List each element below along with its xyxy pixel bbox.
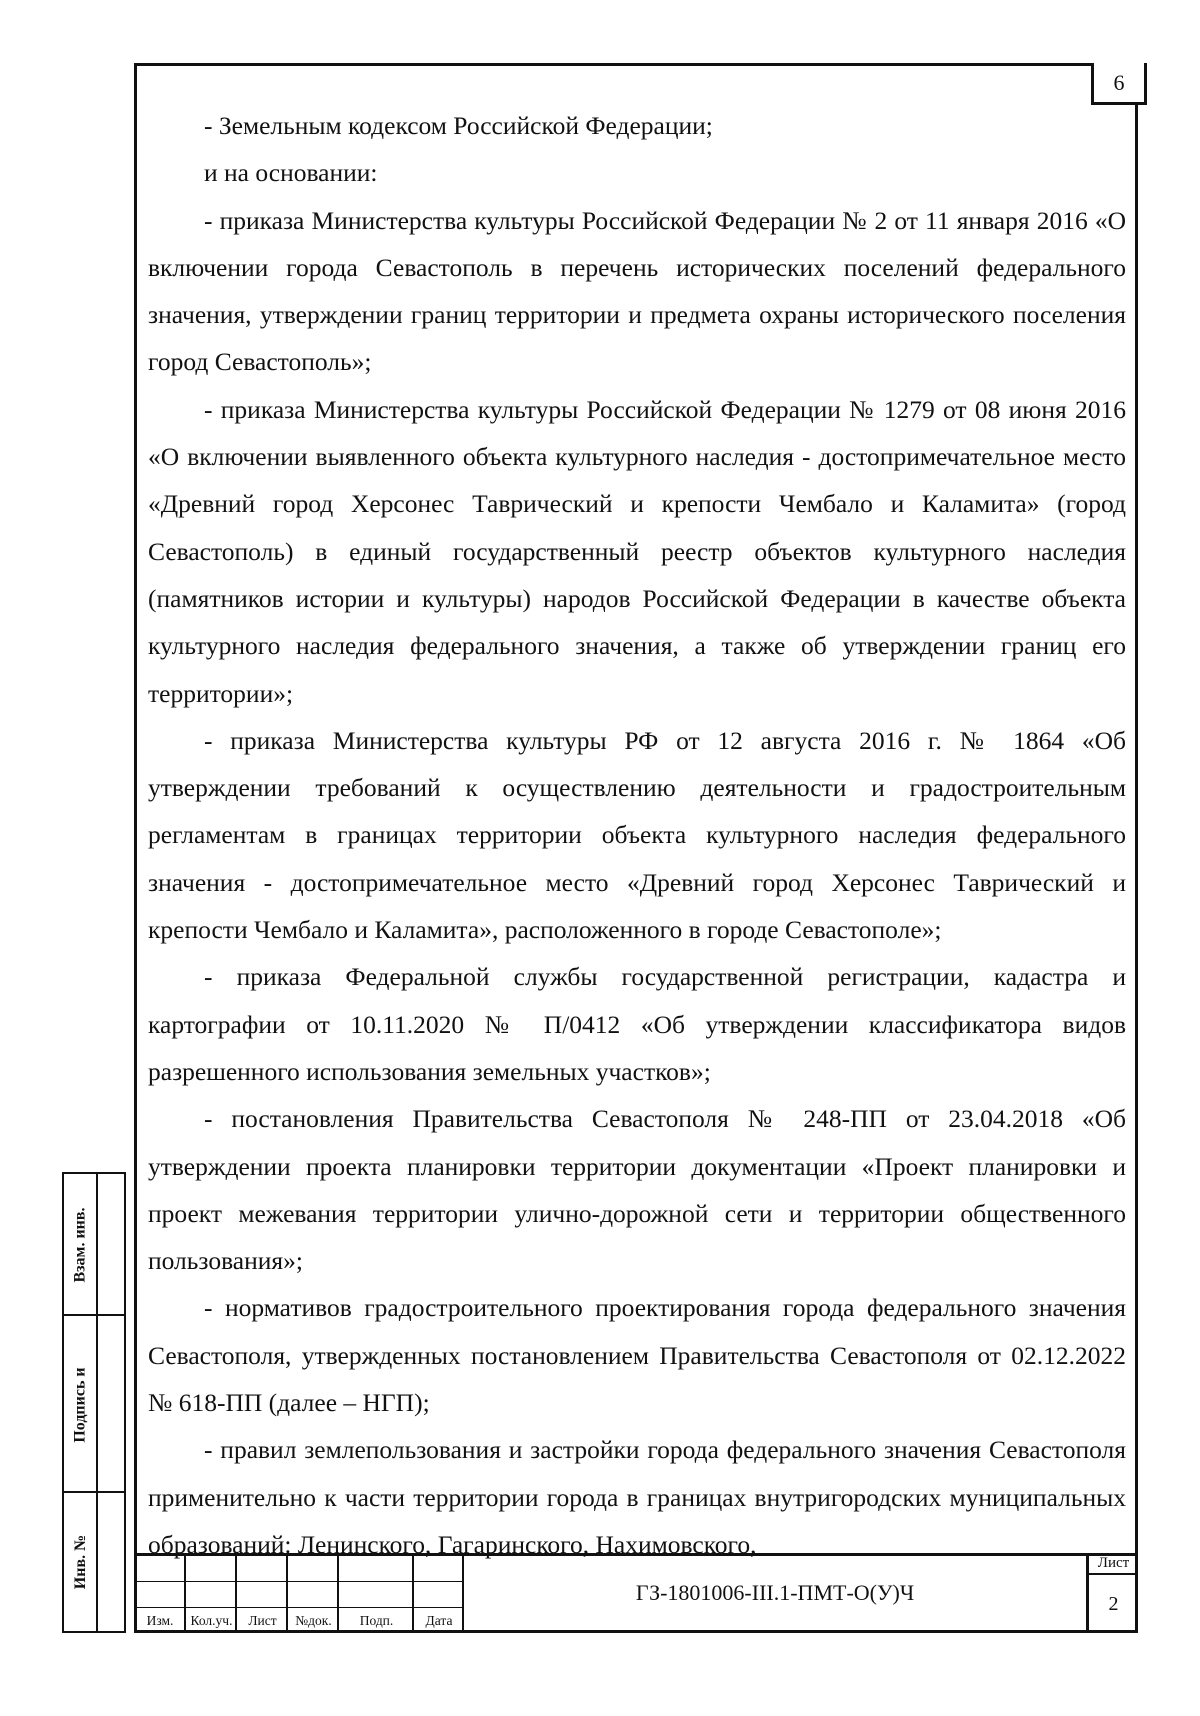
paragraph: и на основании: bbox=[204, 158, 378, 188]
col-podp: Подп. bbox=[359, 1613, 394, 1628]
col-izm: Изм. bbox=[146, 1613, 174, 1628]
rev-cell bbox=[339, 1582, 414, 1608]
paragraph: - Земельным кодексом Российской Федерации; bbox=[204, 111, 713, 140]
title-block bbox=[134, 1553, 1138, 1633]
rev-cell bbox=[339, 1556, 414, 1582]
top-page-number: 6 bbox=[1091, 63, 1147, 105]
side-strip bbox=[62, 1172, 126, 1633]
inv-no-label: Инв. № bbox=[72, 1534, 90, 1590]
paragraph: - приказа Федеральной службы государственной регистрации, кадастра и картографии от 10.11.2020 № П/0412 «Об утверждении классификатора видов разрешенного использования земельных участков»; bbox=[148, 962, 1126, 1086]
rev-cell bbox=[186, 1582, 237, 1608]
vzam-inv-label: Взам. инв. bbox=[72, 1207, 90, 1283]
paragraph: - постановления Правительства Севастополя № 248-ПП от 23.04.2018 «Об утверждении проекта планировки территории документации «Проект планировки и проект межевания территории улично-дорожной сети и территории общественного пользования»; bbox=[148, 1104, 1126, 1276]
col-list: Лист bbox=[248, 1613, 277, 1628]
paragraph: - приказа Министерства культуры Российской Федерации № 2 от 11 января 2016 «О включении города Севастополь в перечень исторических поселений федерального значения, утверждении границ территории и предмета охраны исторического поселения город Севастополь»; bbox=[148, 205, 1126, 377]
sheet-box bbox=[1086, 1553, 1138, 1633]
rev-cell bbox=[237, 1556, 288, 1582]
col-kol-uch: Кол.уч. bbox=[190, 1613, 233, 1628]
paragraph: - приказа Министерства культуры РФ от 12 августа 2016 г. № 1864 «Об утверждении требований к осуществлению деятельности и градостроительным регламентам в границах территории объекта культурного наследия федерального значения - достопримечательное место «Древний город Херсонес Таврический и крепости Чембало и Каламита», расположенного в городе Севастополе»; bbox=[148, 725, 1126, 945]
rev-cell bbox=[288, 1556, 339, 1582]
podpis-label: Подпись и bbox=[72, 1366, 90, 1443]
document-code: ГЗ-1801006-III.1-ПМТ-О(У)Ч bbox=[635, 1580, 915, 1605]
rev-cell bbox=[237, 1582, 288, 1608]
sheet-number: 2 bbox=[1108, 1592, 1119, 1615]
document-body bbox=[148, 102, 1126, 1568]
paragraph: - приказа Министерства культуры Российской Федерации № 1279 от 08 июня 2016 «О включении выявленного объекта культурного наследия - достопримечательное место «Древний город Херсонес Таврический и крепости Чембало и Каламита» (город Севастополь) в единый государственный реестр объектов культурного наследия (памятников истории и культуры) народов Российской Федерации в качестве объекта культурного наследия федерального значения, а также об утверждении границ его территории»; bbox=[148, 394, 1126, 708]
rev-cell bbox=[186, 1556, 237, 1582]
sheet-label: Лист bbox=[1089, 1553, 1138, 1575]
rev-cell bbox=[134, 1556, 186, 1582]
rev-cell bbox=[288, 1582, 339, 1608]
rev-cell bbox=[134, 1582, 186, 1608]
rev-cell bbox=[414, 1556, 464, 1582]
col-ndok: №док. bbox=[295, 1613, 332, 1628]
paragraph: - нормативов градостроительного проектирования города федерального значения Севастополя, утвержденных постановлением Правительства Севастополя от 02.12.2022 № 618-ПП (далее – НГП); bbox=[148, 1293, 1126, 1418]
paragraph: - правил землепользования и застройки города федерального значения Севастополя применительно к части территории города в границах внутригородских муниципальных образований: Ленинского, Гагаринского, Нахимовского, bbox=[148, 1435, 1126, 1559]
rev-cell bbox=[414, 1582, 464, 1608]
col-data: Дата bbox=[425, 1613, 453, 1628]
